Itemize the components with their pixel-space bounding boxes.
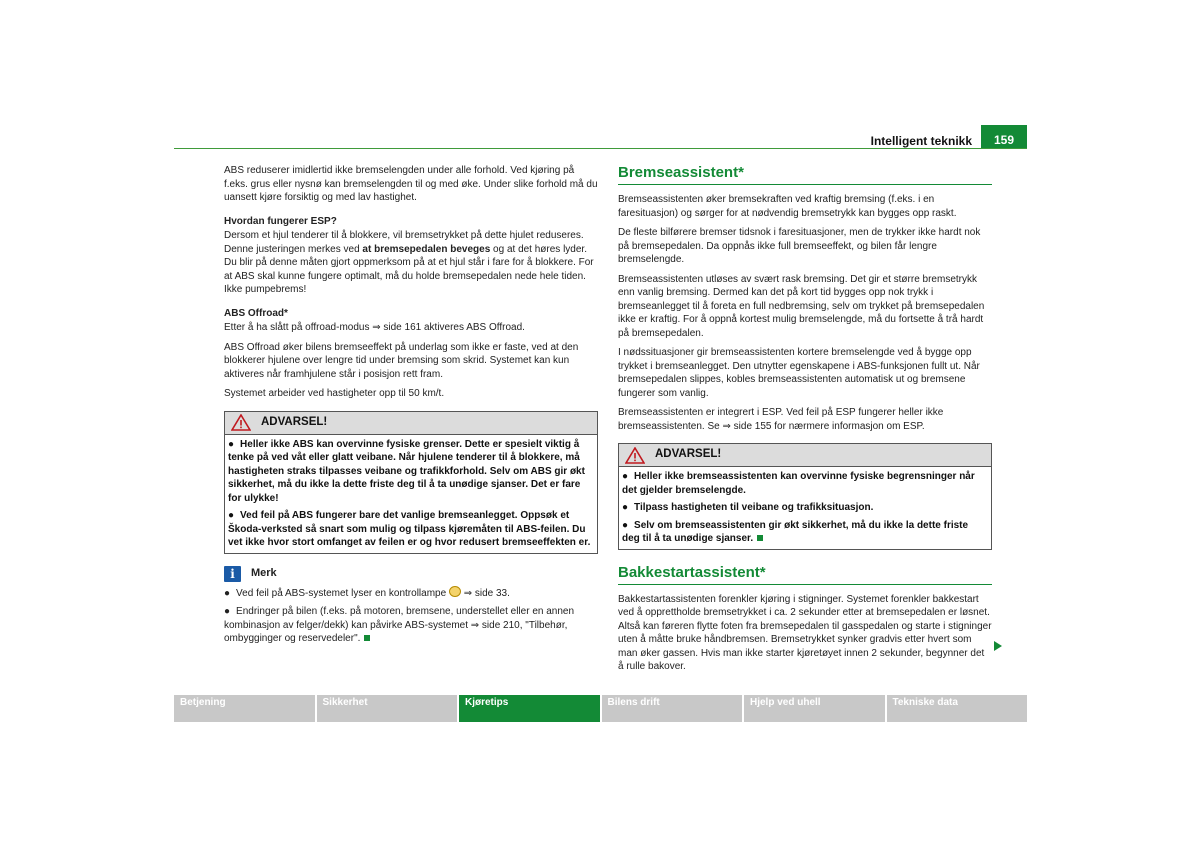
continue-arrow-icon[interactable] [994, 641, 1002, 651]
hill-start-paragraph: Bakkestartassistenten forenkler kjøring i stigninger. Systemet forenkler bakkestart ved å opprettholde bremsetrykket i ca. 2 sekunder etter at bremsepedalen er løsnet. Altså kan føreren flytte foten fra bremsepedalen til gasspedalen og starte i stigninger uten å måtte bruke håndbremsen. Bremsetrykket synker gradvis etter hvert som man øker gassen. Hvis man ikke starter kjøretøyet innen 2 sekunder, begynner det å rulle bakover. [618, 593, 992, 672]
brake-paragraph-5: Bremseassistenten er integrert i ESP. Ved feil på ESP fungerer heller ikke bremseassistenten. Se ⇒ side 155 for nærmere informasjon om ESP. [618, 407, 944, 432]
note-item: ● Ved feil på ABS-systemet lyser en kontrollampe ⇒ side 33. [224, 587, 510, 599]
note-header [224, 566, 598, 582]
brake-paragraph-1: Bremseassistenten øker bremsekraften ved kraftig bremsing (f.eks. i en faresituasjon) og sørger for at nødvendig bremsetrykk kan bygges opp raskt. [618, 194, 957, 219]
warning-triangle-icon [625, 447, 645, 464]
abs-warning-box [224, 411, 598, 554]
tab-sikkerhet[interactable]: Sikkerhet [317, 695, 458, 722]
hill-start-heading: Bakkestartassistent* [618, 564, 992, 585]
tab-bilens-drift[interactable]: Bilens drift [602, 695, 743, 722]
tab-tekniske-data[interactable]: Tekniske data [887, 695, 1028, 722]
abs-offroad-heading: ABS Offroad* [224, 307, 288, 319]
abs-warning-lamp-icon [449, 586, 461, 597]
warning-item: ● Tilpass hastigheten til veibane og trafikksituasjon. [622, 502, 874, 513]
running-header-title: Intelligent teknikk [870, 134, 972, 148]
page-number: 159 [981, 125, 1027, 149]
brake-assist-heading: Bremseassistent* [618, 164, 992, 185]
chapter-tabs [174, 695, 1027, 722]
esp-emphasis: at bremsepedalen beveges [362, 243, 491, 255]
left-column [224, 164, 598, 651]
esp-heading: Hvordan fungerer ESP? [224, 215, 337, 227]
info-icon: i [224, 566, 241, 582]
tab-hjelp-ved-uhell[interactable]: Hjelp ved uhell [744, 695, 885, 722]
tab-kjoretips[interactable]: Kjøretips [459, 695, 600, 722]
offroad-paragraph-3: Systemet arbeider ved hastigheter opp til 50 km/t. [224, 388, 445, 399]
brake-warning-box [618, 443, 992, 550]
warning-item: ● Heller ikke ABS kan overvinne fysiske grenser. Dette er spesielt viktig å tenke på ved våt eller glatt veibane. Når hjulene tenderer til å blokkere, må hastigheten straks tilpasses veibane og trafikkforhold. Selv om ABS gir økt sikkerhet, må du ikke la dette friste deg til å ta unødige sjanser. Det er fare for ulykke! [228, 438, 585, 504]
brake-paragraph-2: De fleste bilførere bremser tidsnok i faresituasjoner, men de trykker ikke hardt nok på bremsepedalen. Da oppnås ikke full bremseeffekt, og bilen får lengre bremselengde. [618, 227, 981, 265]
warning-item: ● Ved feil på ABS fungerer bare det vanlige bremseanlegget. Oppsøk et Škoda-verksted så snart som mulig og tilpass kjøremåten til ABS-feilen. Du vet ikke hvor stort omfanget av feilen er og hvor redusert bremseeffekten er. [228, 510, 591, 548]
abs-paragraph: ABS reduserer imidlertid ikke bremselengden under alle forhold. Ved kjøring på f.eks. grus eller nysnø kan bremselengden til og med øke. Under slike forhold må du uansett kjøre forsiktig og med lav hastighet. [224, 165, 598, 203]
note-item: ● Endringer på bilen (f.eks. på motoren, bremsene, understellet eller en annen kombinasjon av felger/dekk) kan påvirke ABS-systemet ⇒ side 210, "Tilbehør, ombygginger og reservedeler". [224, 606, 575, 644]
right-column [618, 164, 992, 680]
end-of-section-icon [364, 635, 370, 641]
brake-paragraph-4: I nødssituasjoner gir bremseassistenten kortere bremselengde ved å bygge opp trykket i bremseanlegget. Den utnytter egenskapene i ABS-funksjonen fullt ut. Når bremsepedalen slippes, kobles bremseassistenten automatisk ut og bremsene fungerer som vanlig. [618, 347, 980, 399]
warning-header [619, 444, 991, 467]
brake-paragraph-3: Bremseassistenten utløses av svært rask bremsing. Det gir et større bremsetrykk enn vanlig bremsing. Dermed kan det på kort tid bygges opp nok trykk i bremseanlegget til å foreta en full nedbremsing, selv om trykket på bremsepedalen ikke er kraftig. For å oppnå kortest mulig bremselengde, må du fortsette å trå hardt på bremsepedalen. [618, 273, 985, 339]
esp-paragraph: Dersom et hjul tenderer til å blokkere, vil bremsetrykket på dette hjulet reduseres. Denne justeringen merkes ved at bremsepedalen beveges og at det høres lyder. Du blir på denne måten gjort oppmerksom på at et hjul står i fare for å blokkere. For at ABS skal kunne fungere optimalt, må du holde bremsepedalen nede hele tiden. Ikke pumpebrems! [224, 230, 594, 295]
warning-item: ● Heller ikke bremseassistenten kan overvinne fysiske begrensninger når det gjelder bremselengde. [622, 471, 975, 496]
end-of-section-icon [757, 535, 763, 541]
offroad-paragraph-2: ABS Offroad øker bilens bremseeffekt på underlag som ikke er faste, ved at den blokkerer hjulene over lengre tid under bremsing som skrid. Systemet kan kun aktiveres når framhjulene står i posisjon rett fram. [224, 341, 579, 380]
warning-title: ADVARSEL! [655, 448, 722, 461]
tab-betjening[interactable]: Betjening [174, 695, 315, 722]
note-title: Merk [251, 566, 277, 579]
warning-item: ● Selv om bremseassistenten gir økt sikkerhet, må du ikke la dette friste deg til å ta unødige sjanser. [622, 519, 969, 544]
header-rule [174, 148, 1027, 149]
warning-triangle-icon [231, 414, 251, 431]
warning-title: ADVARSEL! [261, 415, 328, 428]
offroad-paragraph-1: Etter å ha slått på offroad-modus ⇒ side 161 aktiveres ABS Offroad. [224, 322, 525, 333]
warning-header [225, 412, 597, 435]
